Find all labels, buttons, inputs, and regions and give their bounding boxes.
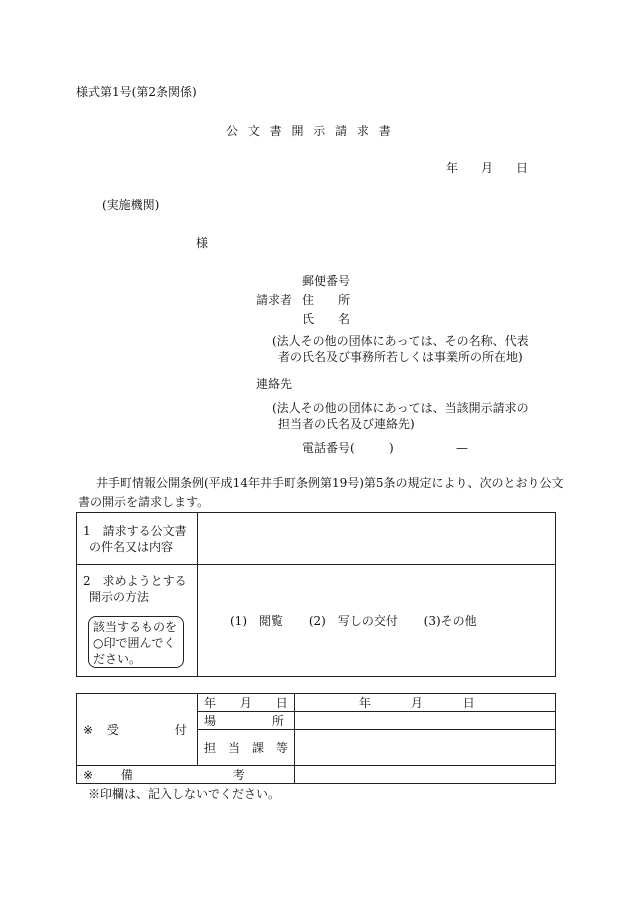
- instruction-note: [88, 616, 184, 668]
- office-use-table: [76, 693, 556, 784]
- instruction-note-line1: 該当するものを: [93, 620, 178, 634]
- date-value-cell[interactable]: [295, 694, 556, 712]
- subject-label-line2: の件名又は内容: [89, 539, 174, 554]
- requester-label: 請求者: [256, 293, 293, 307]
- date-value-day: 日: [462, 696, 475, 710]
- place-label-a: 場: [204, 714, 217, 728]
- form-number: 様式第1号(第2条関係): [76, 85, 197, 99]
- agency-label: (実施機関): [102, 198, 160, 212]
- honorific: 様: [196, 236, 209, 250]
- date-value-year: 年: [359, 696, 372, 710]
- contact-note-line2: 担当者の氏名及び連絡先): [278, 417, 415, 431]
- date-label-month: 月: [239, 696, 252, 710]
- receipt-label-a: 受: [106, 723, 119, 737]
- option-inspection[interactable]: (1) 閲覧: [230, 614, 283, 628]
- option-other[interactable]: (3)その他: [423, 614, 477, 628]
- date-day: 日: [516, 161, 529, 175]
- remarks-mark: ※: [83, 768, 94, 782]
- instruction-note-line2: ○印で囲んでく: [93, 636, 176, 650]
- place-label-cell: [198, 712, 295, 730]
- remarks-value-cell[interactable]: [295, 766, 556, 784]
- date-label-cell: [198, 694, 295, 712]
- staff-value-cell[interactable]: [295, 730, 556, 766]
- date-month: 月: [481, 161, 494, 175]
- contact-note-line1: (法人その他の団体にあっては、当該開示請求の: [272, 401, 529, 415]
- option-copy[interactable]: (2) 写しの交付: [308, 614, 398, 628]
- receipt-label-b: 付: [174, 723, 187, 737]
- instruction-note-line3: ださい。: [93, 652, 142, 666]
- contact-label: 連絡先: [256, 377, 293, 391]
- date-value-month: 月: [410, 696, 423, 710]
- address-label: 住 所: [302, 293, 351, 307]
- subject-input-cell[interactable]: [198, 513, 556, 565]
- method-label-line2: 開示の方法: [89, 590, 150, 604]
- corp-note-line2: 者の氏名及び事務所若しくは事業所の所在地): [278, 350, 523, 364]
- staff-label-cell: 担 当 課 等: [198, 730, 295, 766]
- subject-label-cell: [77, 513, 198, 565]
- date-label-year: 年: [204, 696, 217, 710]
- place-value-cell[interactable]: [295, 712, 556, 730]
- method-label-line1: 2 求めようとする: [83, 574, 187, 588]
- corp-note-line1: (法人その他の団体にあっては、その名称、代表: [272, 334, 529, 348]
- date-label-day: 日: [275, 696, 288, 710]
- body-text-line1: 井手町情報公開条例(平成14年井手町条例第19号)第5条の規定により、次のとおり公文: [96, 476, 564, 490]
- subject-label-line1: 1 請求する公文書: [83, 523, 187, 538]
- place-label-b: 所: [271, 714, 284, 728]
- phone-label: 電話番号(: [302, 441, 355, 455]
- remarks-label-b: 考: [232, 768, 245, 782]
- receipt-mark: ※: [83, 723, 94, 737]
- body-text-line2: 書の開示を請求します。: [78, 495, 210, 509]
- phone-dash: —: [456, 441, 468, 455]
- remarks-label-a: 備: [120, 768, 133, 782]
- postal-code-label: 郵便番号: [302, 274, 351, 288]
- name-label: 氏 名: [302, 312, 351, 326]
- form-title: 公 文 書 開 示 請 求 書: [226, 124, 394, 138]
- receipt-label-cell: [77, 694, 198, 766]
- phone-close: ): [389, 441, 394, 455]
- date-year: 年: [446, 161, 459, 175]
- remarks-label-cell: [77, 766, 295, 784]
- method-options-cell: [198, 565, 556, 677]
- footer-note: ※印欄は、記入しないでください。: [88, 787, 281, 801]
